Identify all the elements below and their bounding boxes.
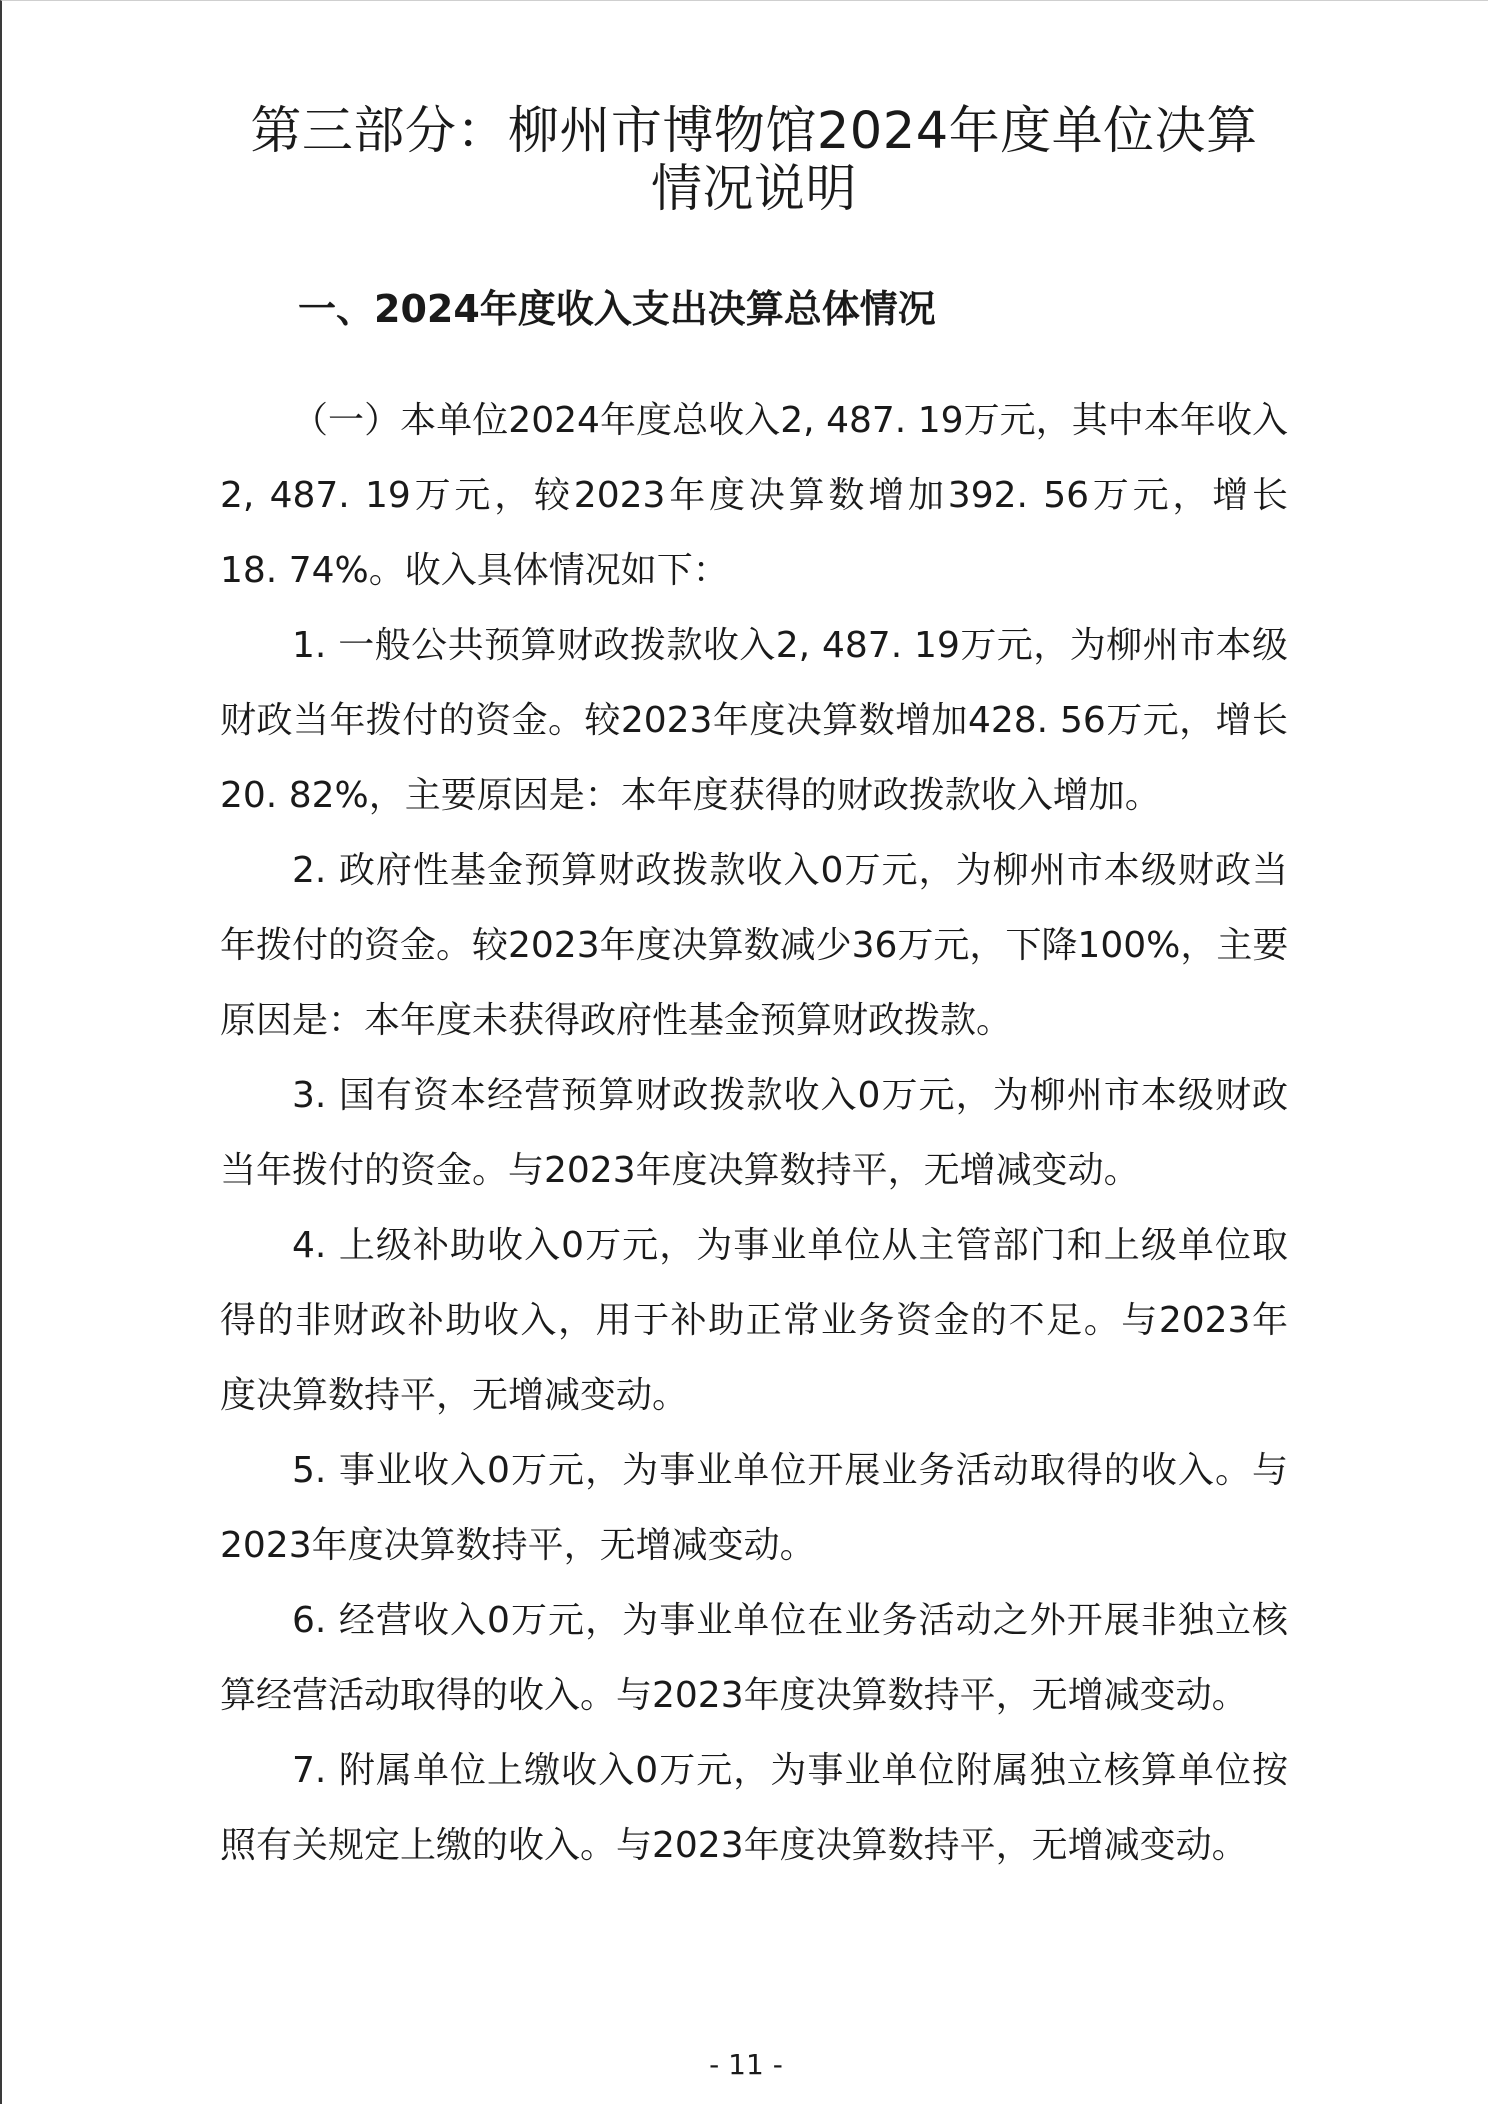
paragraph-line: 3. 国有资本经营预算财政拨款收入0万元，为柳州市本级财政 [292, 1075, 1288, 1116]
paragraph-line: 5. 事业收入0万元，为事业单位开展业务活动取得的收入。与 [292, 1450, 1288, 1491]
page-number: - 11 - [709, 2048, 783, 2081]
body-text [220, 383, 1288, 1883]
paragraph-line: 财政当年拨付的资金。较2023年度决算数增加428. 56万元，增长 [220, 700, 1288, 741]
title-line-1: 第三部分：柳州市博物馆2024年度单位决算 [250, 102, 1258, 161]
paragraph-line: 度决算数持平，无增减变动。 [220, 1375, 689, 1416]
paragraph-line: 2, 487. 19万元，较2023年度决算数增加392. 56万元，增长 [220, 475, 1288, 516]
paragraph-line: 2. 政府性基金预算财政拨款收入0万元，为柳州市本级财政当 [292, 850, 1288, 891]
paragraph-line: 7. 附属单位上缴收入0万元，为事业单位附属独立核算单位按 [292, 1750, 1288, 1791]
page-title [202, 103, 1306, 219]
paragraph-line: 20. 82%，主要原因是：本年度获得的财政拨款收入增加。 [220, 775, 1161, 816]
paragraph-line: 原因是：本年度未获得政府性基金预算财政拨款。 [220, 1000, 1013, 1041]
section-heading: 一、2024年度收入支出决算总体情况 [298, 287, 936, 331]
paragraph-line: 2023年度决算数持平，无增减变动。 [220, 1525, 816, 1566]
paragraph-line: 年拨付的资金。较2023年度决算数减少36万元，下降100%，主要 [220, 925, 1288, 966]
title-line-2: 情况说明 [650, 160, 857, 219]
paragraph-line: 4. 上级补助收入0万元，为事业单位从主管部门和上级单位取 [292, 1225, 1288, 1266]
paragraph-line: 照有关规定上缴的收入。与2023年度决算数持平，无增减变动。 [220, 1825, 1248, 1866]
paragraph-line: 6. 经营收入0万元，为事业单位在业务活动之外开展非独立核 [292, 1600, 1288, 1641]
paragraph-line: （一）本单位2024年度总收入2, 487. 19万元，其中本年收入 [292, 400, 1288, 441]
paragraph-line: 1. 一般公共预算财政拨款收入2, 487. 19万元，为柳州市本级 [292, 625, 1288, 666]
paragraph-line: 算经营活动取得的收入。与2023年度决算数持平，无增减变动。 [220, 1675, 1248, 1716]
paragraph-line: 18. 74%。收入具体情况如下： [220, 550, 729, 591]
paragraph-line: 得的非财政补助收入，用于补助正常业务资金的不足。与2023年 [220, 1300, 1288, 1341]
paragraph-line: 当年拨付的资金。与2023年度决算数持平，无增减变动。 [220, 1150, 1140, 1191]
